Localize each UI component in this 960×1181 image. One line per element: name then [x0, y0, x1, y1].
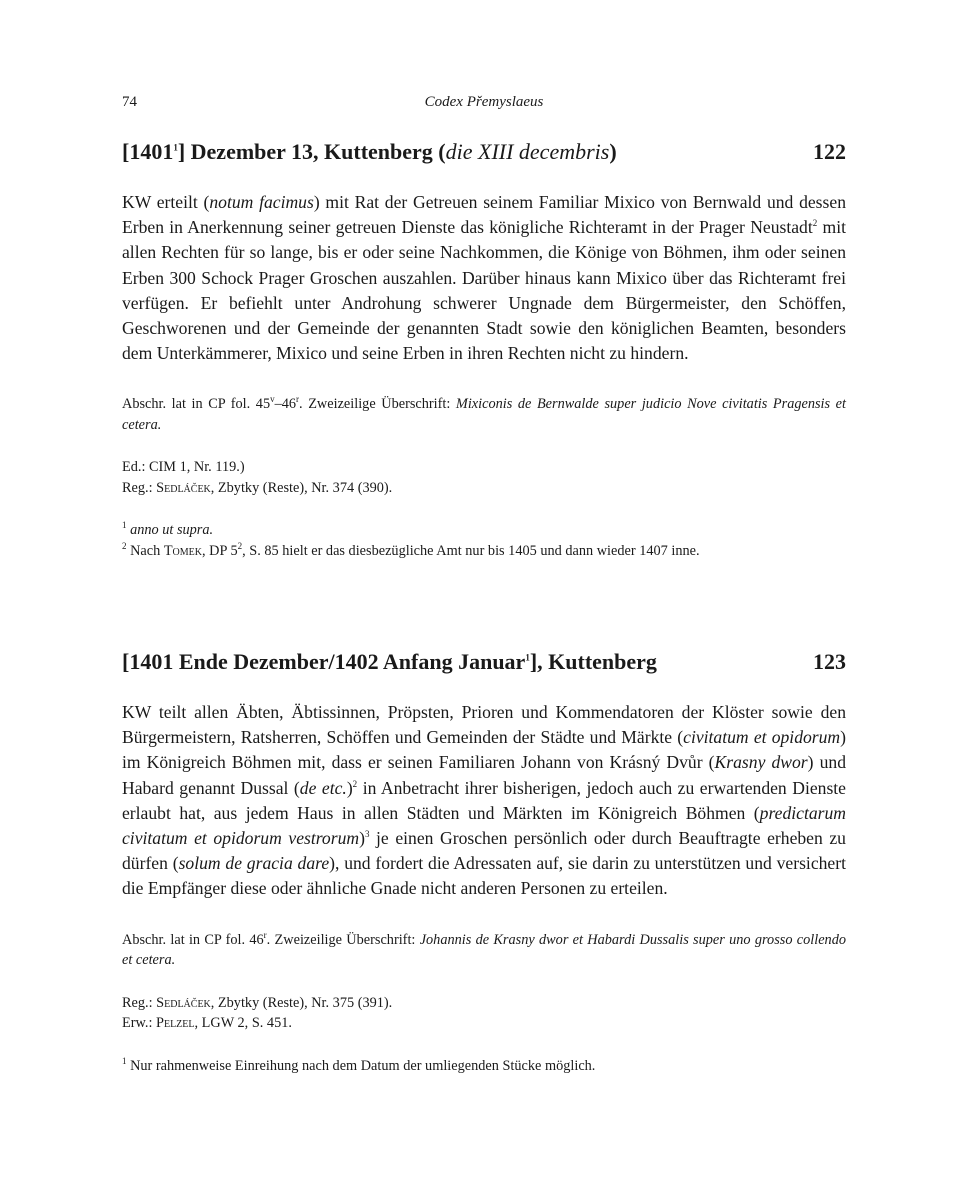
page-number: 74 [122, 94, 137, 110]
footnote: $^1$ Nur rahmenweise Einreihung nach dem Datum der umliegenden Stücke möglich. [122, 1055, 596, 1074]
reference-line: Reg.: Sedláček, Zbytky (Reste), Nr. 375 (391). [122, 994, 393, 1011]
source-note: Abschr. lat in CP fol. 46$^r$. Zweizeilige Überschrift: Johannis de Krasny dwor et Habardi Dussalis super uno grosso collendo et cetera. [122, 929, 846, 969]
reference-line: Ed.: CIM 1, Nr. 119.) [122, 459, 245, 476]
entry-number: 122 [813, 139, 846, 164]
footnote: $^2$ Nach Tomek, DP $5^2$, S. 85 hielt er das diesbezügliche Amt nur bis 1405 und dann wieder 1407 inne. [122, 541, 700, 559]
references [122, 993, 846, 1034]
entry-123 [122, 648, 846, 1076]
reference-line: Reg.: Sedláček, Zbytky (Reste), Nr. 374 (390). [122, 479, 393, 496]
entry-heading [122, 648, 846, 676]
references [122, 457, 846, 498]
running-title: Codex Přemyslaeus [424, 94, 544, 110]
running-head [122, 94, 846, 118]
source-note: Abschr. lat in CP fol. 45$^v$–46$^r$. Zweizeilige Überschrift: Mixiconis de Bernwalde super judicio Nove civitatis Pragensis et cetera. [122, 394, 846, 433]
entry-heading-title: [1401 Ende Dezember/1402 Anfang Januar$^1$], Kuttenberg [122, 649, 657, 674]
entry-body: KW erteilt (notum facimus) mit Rat der Getreuen seinem Familiar Mixico von Bernwald und dessen Erben in Anerkennung seiner getreuen Dienste das königliche Richteramt in der Prager Neustadt$^2$ mit allen Rechten für so lange, bis er oder seine Nachkommen, die Könige von Böhmen, ihm oder seinen Erben 300 Schock Prager Groschen auszahlen. Darüber hinaus kann Mixico über das Richteramt frei verfügen. Er befiehlt unter Androhung schwerer Ungnade dem Bürgermeister, den Schöffen, Geschworenen und der Gemeinde der genannten Stadt sowie den königlichen Beamten, besonders dem Unterkämmerer, Mixico und seine Erben in ihren Rechten nicht zu hindern. [122, 192, 846, 364]
entry-heading-title: [1401$^1$] Dezember 13, Kuttenberg (die XIII decembris) [122, 139, 617, 164]
footnotes [122, 520, 846, 561]
footnotes [122, 1056, 846, 1077]
entry-122 [122, 138, 846, 561]
entry-heading [122, 138, 846, 166]
entry-number: 123 [813, 649, 846, 674]
entry-body: KW teilt allen Äbten, Äbtissinnen, Pröpsten, Prioren und Kommendatoren der Klöster sowie den Bürgermeistern, Ratsherren, Schöffen und Gemeinden der Städte und Märkte (civitatum et opidorum) im Königreich Böhmen mit, dass er seinen Familiaren Johann von Krásný Dvůr (Krasny dwor) und Habard genannt Dussal (de etc.)$^2$ in Anbetracht ihrer bisherigen, jedoch auch zu erwartenden Dienste erlaubt hat, aus jedem Haus in allen Städten und Märkten im Königreich Böhmen (predictarum civitatum et opidorum vestrorum)$^3$ je einen Groschen persönlich oder durch Beauftragte erheben zu dürfen (solum de gracia dare), und fordert die Adressaten auf, sie darin zu unterstützen und versichert die Empfänger diese oder ähnliche Gnade nicht anderen Personen zu erteilen. [122, 702, 847, 899]
footnote: $^1$ anno ut supra. [122, 520, 214, 539]
reference-line: Erw.: Pelzel, LGW 2, S. 451. [122, 1015, 292, 1032]
